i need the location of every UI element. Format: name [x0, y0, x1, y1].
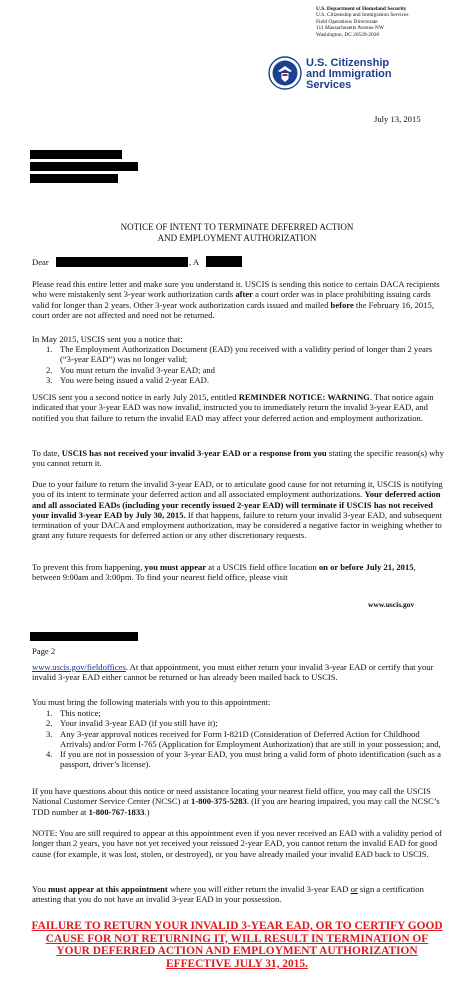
underlined-or: or	[350, 884, 358, 894]
text: . (If you are hearing impaired, you may call the NCSC’s TDD number at	[32, 796, 440, 817]
redacted-a-number	[206, 256, 242, 267]
title-line: NOTICE OF INTENT TO TERMINATE DEFERRED ACTION	[120, 222, 354, 232]
emphasis: REMINDER NOTICE: WARNING	[238, 392, 370, 402]
list-text: You must return the invalid 3-year EAD; and	[60, 364, 215, 375]
text: Due to your failure to return the invalid 3-year EAD, or to articulate good cause for not returning it, USCIS is notifying you of its intent to terminate your deferred action and all associated employment authorizations.	[32, 479, 443, 500]
list-item	[46, 729, 442, 750]
list-item	[46, 718, 442, 728]
list-text: The Employment Authorization Document (EAD) you received with a validity period of longer than 2 years (“3-year EAD”) was no longer valid;	[60, 344, 433, 365]
text: You	[32, 884, 49, 894]
field-offices-link[interactable]: www.uscis.gov/fieldoffices	[32, 662, 126, 672]
footer-url[interactable]: www.uscis.gov	[368, 600, 415, 609]
agency-line: Field Operations Directorate	[316, 18, 378, 25]
list-text: Your invalid 3-year EAD (if you still have it);	[60, 718, 218, 729]
text: . That notice again indicated that your 3-year EAD was now invalid, instructed you to immediately return the invalid 3-year EAD, and notified you that failure to return the invalid EAD may affect your deferred action and employment authorization.	[32, 392, 434, 423]
field-office-paragraph	[32, 662, 444, 683]
may-notice-intro: In May 2015, USCIS sent you a notice that:	[32, 334, 183, 344]
text: To date,	[32, 448, 62, 458]
redacted-address-2	[30, 174, 118, 183]
text: , between 9:00am and 3:00pm. To find your nearest field office, please visit	[32, 562, 416, 583]
salutation-a-number: , A	[189, 257, 200, 267]
agency-line: U.S. Citizenship and Immigration Services	[316, 12, 409, 19]
text: sign a certification attesting that you do not have an invalid 3-year EAD in your possession.	[32, 884, 424, 905]
text: the February 16, 2015, court order are not affected and need not be returned.	[32, 299, 434, 320]
must-appear-paragraph	[32, 884, 444, 905]
salutation	[32, 257, 49, 267]
list-number: 3.	[46, 728, 53, 739]
agency-line: 111 Massachusetts Avenue NW	[316, 25, 384, 32]
emphasis: before	[330, 299, 354, 310]
emphasis: you must appear	[144, 562, 207, 572]
redacted-recipient-name	[56, 257, 188, 267]
text: a court order was in place prohibiting issuing cards valid for longer than 2 years. Other 3-year work authorization cards issued and mailed	[32, 289, 431, 310]
text: To prevent this from happening,	[32, 562, 145, 572]
list-item	[46, 708, 442, 718]
page-2-label: Page 2	[32, 646, 56, 656]
list-item	[46, 375, 442, 385]
list-number: 3.	[46, 374, 53, 385]
not-received-paragraph	[32, 448, 444, 469]
phone-number: 1-800-375-5283	[190, 796, 247, 807]
list-text: You were being issued a valid 2-year EAD.	[60, 374, 210, 385]
salutation-dear: Dear	[32, 257, 49, 267]
list-item	[46, 365, 442, 375]
text: .)	[144, 806, 150, 817]
reminder-paragraph	[32, 392, 444, 423]
logo-line: Services	[306, 79, 352, 91]
redacted-page2-name	[30, 632, 138, 641]
list-text: This notice;	[60, 708, 101, 718]
list-number: 2.	[46, 364, 53, 375]
text: Please read this entire letter and make sure you understand it. USCIS is sending this notice to certain DACA recipients who were mistakenly sent 3-year work authorization cards	[32, 279, 440, 300]
list-text: If you are not in possession of your 3-year EAD, you must bring a valid form of photo identification (such as a passport, driver’s license).	[60, 749, 441, 770]
note-paragraph: NOTE: You are still required to appear at this appointment even if you never received an EAD with a validity period of longer than 2 years, you have not yet received your reissued 2-year EAD, you cannot return the invalid EAD for good cause (for example, it was lost, stolen, or destroyed), or you have already mailed your invalid EAD back to USCIS.	[32, 828, 442, 859]
redacted-name	[30, 150, 122, 159]
termination-paragraph	[32, 479, 444, 541]
text: If you have questions about this notice or need assistance locating your nearest field office, you may call the USCIS National Customer Service Center (NCSC) at	[32, 786, 431, 807]
text: USCIS sent you a second notice in early July 2015, entitled	[32, 392, 239, 402]
questions-paragraph	[32, 786, 444, 817]
uscis-logo-text	[306, 58, 392, 91]
logo-line: and Immigration	[306, 68, 392, 80]
emphasis: on or before July 21, 2015	[318, 562, 414, 572]
list-item	[46, 749, 442, 770]
list-number: 4.	[46, 749, 53, 760]
text: at a USCIS field office location	[206, 562, 319, 572]
tdd-number: 1-800-767-1833	[88, 806, 145, 817]
emphasis: after	[235, 289, 253, 300]
materials-list	[46, 708, 442, 770]
materials-intro: You must bring the following materials with you to this appointment:	[32, 697, 271, 707]
list-text: Any 3-year approval notices received for Form I-821D (Consideration of Deferred Action for Childhood Arrivals) and/or Form I-765 (Application for Employment Authorization) that are still in your possession; and,	[60, 728, 441, 749]
logo-line: U.S. Citizenship	[306, 57, 390, 69]
emphasis: Your deferred action and all associated EADs (including your recently issued 2-year EAD) will terminate if USCIS has not received your invalid 3-year EAD by July 30, 2015.	[32, 489, 441, 520]
title-line: AND EMPLOYMENT AUTHORIZATION	[157, 233, 317, 243]
list-number: 1.	[46, 344, 53, 354]
list-number: 1.	[46, 708, 53, 718]
agency-name: U.S. Department of Homeland Security	[316, 6, 407, 12]
dhs-seal-icon	[268, 56, 302, 90]
letterhead-address	[316, 6, 466, 38]
list-number: 2.	[46, 718, 53, 729]
text: where you will either return the invalid 3-year EAD	[167, 884, 351, 894]
text: . At that appointment, you must either return your invalid 3-year EAD or certify that your invalid 3-year EAD either cannot be returned or has already been mailed back to USCIS.	[32, 662, 434, 683]
warning-notice: FAILURE TO RETURN YOUR INVALID 3-YEAR EAD, OR TO CERTIFY GOOD CAUSE FOR NOT RETURNING IT, WILL RESULT IN TERMINATION OF YOUR DEFERRED ACTION AND EMPLOYMENT AUTHORIZATION EFFECTIVE JULY 31, 2015.	[31, 920, 443, 970]
may-notice-list	[46, 344, 442, 385]
intro-paragraph	[32, 279, 444, 320]
emphasis: USCIS has not received your invalid 3-year EAD or a response from you	[61, 448, 327, 458]
list-item	[46, 344, 442, 365]
appear-paragraph	[32, 562, 444, 583]
emphasis: must appear at this appointment	[48, 884, 168, 894]
agency-line: Washington, DC 20529-2030	[316, 31, 380, 38]
notice-title	[30, 222, 444, 244]
text: stating the specific reason(s) why you cannot return it.	[32, 448, 444, 469]
letter-date: July 13, 2015	[374, 114, 421, 124]
text: If that happens, failure to return your invalid 3-year EAD, and subsequent termination of your DACA and employment authorization, may be considered a negative factor in weighing whether to grant any future requests for deferred action or any other discretionary requests.	[32, 509, 442, 541]
redacted-address-1	[30, 162, 138, 171]
